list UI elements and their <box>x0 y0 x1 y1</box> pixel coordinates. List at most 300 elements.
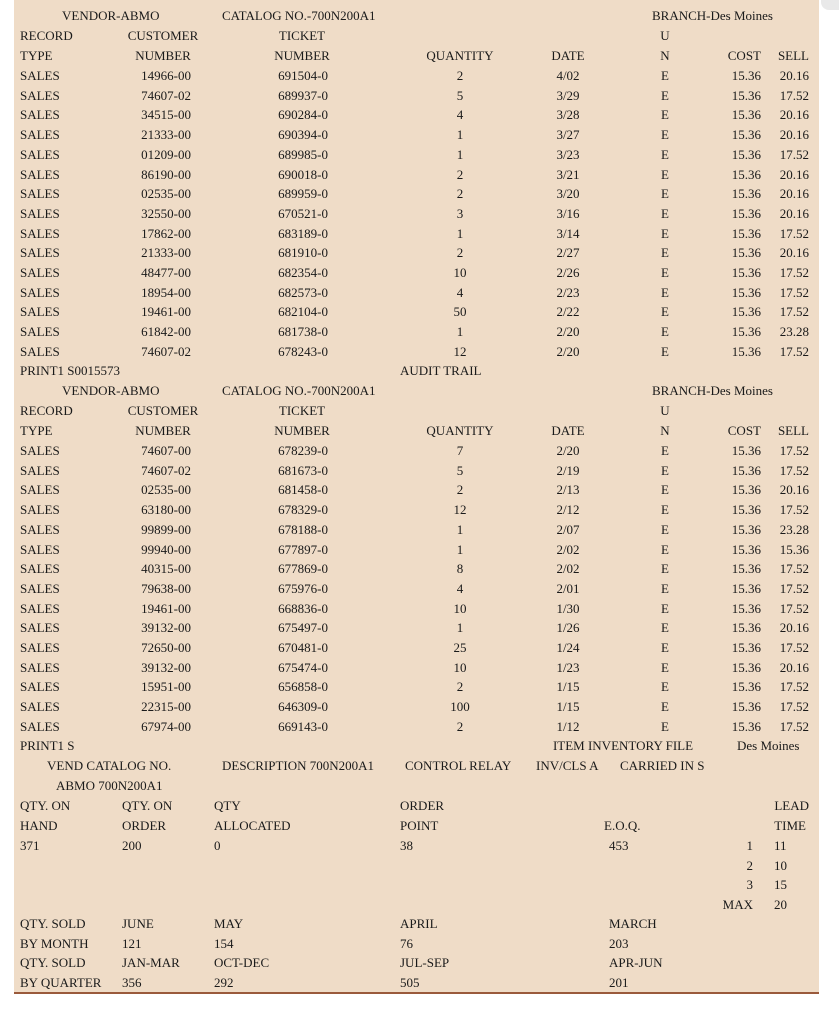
cell-record-type: SALES <box>20 127 60 143</box>
cell-customer-number: 32550-00 <box>141 205 191 221</box>
cell-customer-number: 74607-02 <box>141 462 191 478</box>
cell-unit-flag: E <box>661 521 669 537</box>
table-row <box>0 147 839 167</box>
sold-by-month-label-1: QTY. SOLD <box>20 916 86 931</box>
cell-quantity: 5 <box>456 462 464 478</box>
cell-record-type: SALES <box>20 502 60 518</box>
cell-unit-flag: E <box>661 718 669 734</box>
cell-cost: 15.36 <box>731 640 761 655</box>
cell-sell: 17.52 <box>779 87 809 103</box>
cell-ticket-number: 678329-0 <box>278 502 328 518</box>
cell-quantity: 3 <box>456 205 464 221</box>
cell-date: 3/28 <box>556 107 580 123</box>
cell-record-type: SALES <box>20 146 60 162</box>
cell-ticket-number: 690284-0 <box>278 107 328 123</box>
cell-cost: 15.36 <box>731 186 761 202</box>
cell-cost: 15.36 <box>731 659 761 675</box>
cell-quantity: 25 <box>453 640 467 655</box>
col-header-number: NUMBER <box>135 423 191 438</box>
cell-quantity: 1 <box>456 541 464 557</box>
qty-on-hand-label-1: QTY. ON <box>20 798 71 813</box>
cell-quantity: 1 <box>456 225 464 241</box>
cell-cost: 15.36 <box>731 679 761 695</box>
col-header-ticket: TICKET <box>278 403 326 418</box>
cell-sell: 17.52 <box>779 699 809 715</box>
cell-unit-flag: E <box>661 462 669 478</box>
cell-sell: 17.52 <box>779 561 809 577</box>
cell-cost: 15.36 <box>731 265 761 280</box>
cell-unit-flag: E <box>661 304 669 320</box>
cell-customer-number: 86190-00 <box>141 166 191 182</box>
qty-on-hand-value: 371 <box>20 838 40 853</box>
cell-ticket-number: 669143-0 <box>278 718 328 734</box>
cell-record-type: SALES <box>20 521 60 537</box>
cell-ticket-number: 681673-0 <box>278 462 328 478</box>
cell-quantity: 1 <box>456 324 464 340</box>
cell-record-type: SALES <box>20 679 60 695</box>
cell-unit-flag: E <box>661 146 669 162</box>
vendor-label: VENDOR-ABMO <box>62 383 160 398</box>
cell-sell: 17.52 <box>779 718 809 734</box>
table-row <box>0 68 839 88</box>
quarter-apr-jun-value: 201 <box>609 975 629 990</box>
table-row <box>0 167 839 187</box>
cell-unit-flag: E <box>661 324 669 340</box>
cell-customer-number: 21333-00 <box>141 127 191 143</box>
col-header-quantity: QUANTITY <box>426 423 494 438</box>
qty-on-order-value: 200 <box>122 838 142 853</box>
cell-quantity: 4 <box>456 284 464 300</box>
cell-quantity: 1 <box>456 146 464 162</box>
cell-ticket-number: 689959-0 <box>278 186 328 202</box>
cell-ticket-number: 690394-0 <box>278 127 328 143</box>
cell-customer-number: 02535-00 <box>141 186 191 202</box>
cell-cost: 15.36 <box>731 166 761 182</box>
cell-sell: 17.52 <box>779 304 809 320</box>
bottom-rule <box>14 992 819 994</box>
table-row <box>0 581 839 601</box>
month-april: APRIL <box>400 916 438 931</box>
cell-quantity: 2 <box>456 166 464 182</box>
vendor-label: VENDOR-ABMO <box>62 8 160 23</box>
cell-customer-number: 72650-00 <box>141 640 191 655</box>
cell-ticket-number: 682354-0 <box>278 265 328 280</box>
table-row <box>0 620 839 640</box>
cell-customer-number: 99899-00 <box>141 521 191 537</box>
cell-date: 3/14 <box>556 225 580 241</box>
cell-cost: 15.36 <box>731 443 761 458</box>
cell-sell: 17.52 <box>779 443 809 458</box>
cell-quantity: 7 <box>456 443 464 458</box>
table-row <box>0 285 839 305</box>
col-header-number: NUMBER <box>135 48 191 63</box>
lead-time-value: 15 <box>774 877 787 892</box>
cell-record-type: SALES <box>20 659 60 675</box>
quarter-apr-jun: APR-JUN <box>609 955 663 970</box>
col-header-cost: COST <box>727 48 761 63</box>
cell-sell: 17.52 <box>779 462 809 478</box>
cell-unit-flag: E <box>661 640 669 655</box>
col-header-type: TYPE <box>20 423 53 438</box>
cell-cost: 15.36 <box>731 107 761 123</box>
cell-quantity: 2 <box>456 245 464 261</box>
cell-date: 1/15 <box>556 699 580 715</box>
table-row <box>0 699 839 719</box>
cell-unit-flag: E <box>661 68 669 83</box>
cell-quantity: 2 <box>456 186 464 202</box>
cell-date: 3/21 <box>556 166 580 182</box>
cell-unit-flag: E <box>661 600 669 616</box>
sold-by-quarter-label-2: BY QUARTER <box>20 975 102 990</box>
cell-record-type: SALES <box>20 265 60 280</box>
inventory-city: Des Moines <box>737 738 800 753</box>
cell-unit-flag: E <box>661 659 669 675</box>
table-row <box>0 186 839 206</box>
col-header-date: DATE <box>551 423 585 438</box>
lead-time-value: 11 <box>774 838 787 853</box>
cell-quantity: 2 <box>456 679 464 695</box>
cell-sell: 20.16 <box>779 620 809 636</box>
cell-record-type: SALES <box>20 225 60 241</box>
qty-on-order-label-1: QTY. ON <box>122 798 173 813</box>
cell-quantity: 2 <box>456 482 464 498</box>
table-row <box>0 127 839 147</box>
cell-customer-number: 39132-00 <box>141 620 191 636</box>
cell-customer-number: 74607-00 <box>141 443 191 458</box>
qty-allocated-value: 0 <box>214 838 221 853</box>
cell-customer-number: 15951-00 <box>141 679 191 695</box>
print-id: PRINT1 S0015573 <box>20 363 121 378</box>
table-row <box>0 107 839 127</box>
table-row <box>0 463 839 483</box>
col-header-ticket: TICKET <box>278 28 326 43</box>
cell-ticket-number: 656858-0 <box>278 679 328 695</box>
lead-time-key: 3 <box>746 877 753 892</box>
cell-quantity: 2 <box>456 718 464 734</box>
lead-time-key: MAX <box>722 896 753 912</box>
eoq-value: 453 <box>609 838 629 853</box>
cell-customer-number: 61842-00 <box>141 324 191 340</box>
cell-ticket-number: 690018-0 <box>278 166 328 182</box>
catalog-label: CATALOG NO.-700N200A1 <box>222 383 376 398</box>
cell-sell: 17.52 <box>779 265 809 280</box>
col-header-u: U <box>660 403 670 418</box>
qty-on-hand-label-2: HAND <box>20 818 58 833</box>
sold-by-quarter-label-1: QTY. SOLD <box>20 955 86 970</box>
cell-unit-flag: E <box>661 87 669 103</box>
cell-unit-flag: E <box>661 205 669 221</box>
cell-ticket-number: 675497-0 <box>278 620 328 636</box>
table-row <box>0 561 839 581</box>
cell-unit-flag: E <box>661 482 669 498</box>
lead-time-value: 20 <box>774 896 787 912</box>
cell-record-type: SALES <box>20 245 60 261</box>
cell-cost: 15.36 <box>731 620 761 636</box>
lead-time-value: 10 <box>774 857 787 873</box>
cell-quantity: 1 <box>456 620 464 636</box>
cell-record-type: SALES <box>20 718 60 734</box>
cell-date: 2/22 <box>556 304 580 320</box>
cell-record-type: SALES <box>20 541 60 557</box>
cell-ticket-number: 670481-0 <box>278 640 328 655</box>
cell-record-type: SALES <box>20 620 60 636</box>
cell-sell: 17.52 <box>779 600 809 616</box>
cell-sell: 23.28 <box>779 521 809 537</box>
branch-label: BRANCH-Des Moines <box>652 8 773 23</box>
col-header-sell: SELL <box>777 48 809 63</box>
col-header-quantity: QUANTITY <box>426 48 494 63</box>
cell-record-type: SALES <box>20 561 60 577</box>
lead-time-label-1: LEAD <box>774 798 809 813</box>
cell-unit-flag: E <box>661 620 669 636</box>
cell-customer-number: 22315-00 <box>141 699 191 715</box>
catalog-label: CATALOG NO.-700N200A1 <box>222 8 376 23</box>
cell-cost: 15.36 <box>731 561 761 577</box>
cell-cost: 15.36 <box>731 600 761 616</box>
cell-customer-number: 74607-02 <box>141 343 191 359</box>
cell-sell: 17.52 <box>779 679 809 695</box>
cell-sell: 17.52 <box>779 640 809 655</box>
cell-sell: 20.16 <box>779 659 809 675</box>
order-point-label-2: POINT <box>400 818 439 833</box>
cell-quantity: 10 <box>453 265 467 280</box>
cell-customer-number: 99940-00 <box>141 541 191 557</box>
table-row <box>0 522 839 542</box>
cell-ticket-number: 646309-0 <box>278 699 328 715</box>
cell-sell: 20.16 <box>779 245 809 261</box>
cell-date: 1/15 <box>556 679 580 695</box>
cell-date: 2/02 <box>556 541 580 557</box>
cell-record-type: SALES <box>20 443 60 458</box>
col-header-cost: COST <box>727 423 761 438</box>
cell-customer-number: 63180-00 <box>141 502 191 518</box>
cell-ticket-number: 678243-0 <box>278 343 328 359</box>
cell-unit-flag: E <box>661 225 669 241</box>
cell-unit-flag: E <box>661 284 669 300</box>
cell-date: 3/20 <box>556 186 580 202</box>
cell-ticket-number: 689985-0 <box>278 146 328 162</box>
cell-date: 1/26 <box>556 620 580 636</box>
cell-record-type: SALES <box>20 600 60 616</box>
cell-quantity: 100 <box>450 699 470 715</box>
cell-record-type: SALES <box>20 482 60 498</box>
cell-quantity: 4 <box>456 580 464 596</box>
cell-customer-number: 21333-00 <box>141 245 191 261</box>
col-header-ticket-number: NUMBER <box>274 48 330 63</box>
cell-cost: 15.36 <box>731 580 761 596</box>
cell-sell: 17.52 <box>779 580 809 596</box>
cell-date: 1/23 <box>556 659 580 675</box>
print-id-2: PRINT1 S <box>20 738 75 753</box>
cell-unit-flag: E <box>661 541 669 557</box>
cell-sell: 17.52 <box>779 502 809 518</box>
cell-record-type: SALES <box>20 107 60 123</box>
cell-customer-number: 19461-00 <box>141 304 191 320</box>
cell-ticket-number: 675976-0 <box>278 580 328 596</box>
cell-customer-number: 34515-00 <box>141 107 191 123</box>
cell-cost: 15.36 <box>731 205 761 221</box>
audit-trail-label: AUDIT TRAIL <box>400 363 482 378</box>
cell-sell: 17.52 <box>779 225 809 241</box>
table-row <box>0 344 839 364</box>
month-april-value: 76 <box>400 936 413 951</box>
cell-cost: 15.36 <box>731 482 761 498</box>
cell-ticket-number: 678239-0 <box>278 443 328 458</box>
cell-record-type: SALES <box>20 343 60 359</box>
cell-unit-flag: E <box>661 502 669 518</box>
cell-record-type: SALES <box>20 284 60 300</box>
col-header-ticket-number: NUMBER <box>274 423 330 438</box>
col-header-n: N <box>660 48 670 63</box>
cell-date: 2/19 <box>556 462 580 478</box>
table-row <box>0 265 839 285</box>
cell-cost: 15.36 <box>731 68 761 83</box>
cell-quantity: 12 <box>453 502 467 518</box>
cell-quantity: 1 <box>456 127 464 143</box>
col-header-type: TYPE <box>20 48 53 63</box>
table-row <box>0 304 839 324</box>
table-row <box>0 542 839 562</box>
cell-cost: 15.36 <box>731 718 761 734</box>
table-row <box>0 502 839 522</box>
cell-record-type: SALES <box>20 166 60 182</box>
month-june-value: 121 <box>122 936 142 951</box>
cell-cost: 15.36 <box>731 462 761 478</box>
cell-record-type: SALES <box>20 304 60 320</box>
cell-cost: 15.36 <box>731 87 761 103</box>
cell-date: 1/24 <box>556 640 580 655</box>
cell-customer-number: 67974-00 <box>141 718 191 734</box>
quarter-jan-mar-value: 356 <box>122 975 142 990</box>
scroll-corner <box>821 0 839 10</box>
vend-catalog-label: VEND CATALOG NO. <box>47 758 172 773</box>
cell-record-type: SALES <box>20 68 60 83</box>
table-row <box>0 601 839 621</box>
cell-cost: 15.36 <box>731 146 761 162</box>
col-header-date: DATE <box>551 48 585 63</box>
col-header-n: N <box>660 423 670 438</box>
cell-date: 2/20 <box>556 343 580 359</box>
branch-label: BRANCH-Des Moines <box>652 383 773 398</box>
cell-date: 3/23 <box>556 146 580 162</box>
quarter-jan-mar: JAN-MAR <box>122 955 180 970</box>
qty-allocated-label-2: ALLOCATED <box>214 818 291 833</box>
cell-sell: 20.16 <box>779 166 809 182</box>
carried-in-label: CARRIED IN S <box>620 758 705 773</box>
table-row <box>0 443 839 463</box>
cell-cost: 15.36 <box>731 304 761 320</box>
cell-unit-flag: E <box>661 679 669 695</box>
cell-quantity: 1 <box>456 521 464 537</box>
cell-sell: 23.28 <box>779 324 809 340</box>
cell-ticket-number: 668836-0 <box>278 600 328 616</box>
cell-sell: 20.16 <box>779 68 809 83</box>
cell-cost: 15.36 <box>731 284 761 300</box>
description-label: DESCRIPTION 700N200A1 <box>222 758 375 773</box>
cell-ticket-number: 681738-0 <box>278 324 328 340</box>
cell-cost: 15.36 <box>731 521 761 537</box>
cell-quantity: 8 <box>456 561 464 577</box>
cell-date: 2/13 <box>556 482 580 498</box>
order-point-value: 38 <box>400 838 413 853</box>
cell-quantity: 4 <box>456 107 464 123</box>
month-june: JUNE <box>122 916 154 931</box>
cell-quantity: 10 <box>453 600 467 616</box>
cell-sell: 17.52 <box>779 146 809 162</box>
table-row <box>0 719 839 739</box>
cell-quantity: 5 <box>456 87 464 103</box>
cell-customer-number: 02535-00 <box>141 482 191 498</box>
cell-sell: 20.16 <box>779 205 809 221</box>
cell-date: 3/29 <box>556 87 580 103</box>
col-header-customer: CUSTOMER <box>127 28 199 43</box>
col-header-customer: CUSTOMER <box>127 403 199 418</box>
sold-by-month-label-2: BY MONTH <box>20 936 89 951</box>
month-may-value: 154 <box>214 936 234 951</box>
cell-date: 2/20 <box>556 324 580 340</box>
cell-cost: 15.36 <box>731 541 761 557</box>
table-row <box>0 226 839 246</box>
cell-sell: 17.52 <box>779 343 809 359</box>
qty-on-order-label-2: ORDER <box>122 818 167 833</box>
cell-cost: 15.36 <box>731 225 761 241</box>
cell-sell: 17.52 <box>779 284 809 300</box>
cell-cost: 15.36 <box>731 502 761 518</box>
cell-unit-flag: E <box>661 265 669 280</box>
qty-allocated-label-1: QTY <box>214 798 241 813</box>
cell-date: 2/07 <box>556 521 580 537</box>
cell-ticket-number: 677869-0 <box>278 561 328 577</box>
control-relay-label: CONTROL RELAY <box>405 758 512 773</box>
quarter-oct-dec-value: 292 <box>214 975 234 990</box>
cell-record-type: SALES <box>20 699 60 715</box>
cell-record-type: SALES <box>20 462 60 478</box>
eoq-label: E.O.Q. <box>604 818 641 833</box>
table-row <box>0 206 839 226</box>
quarter-oct-dec: OCT-DEC <box>214 955 270 970</box>
cell-customer-number: 79638-00 <box>141 580 191 596</box>
cell-unit-flag: E <box>661 186 669 202</box>
cell-sell: 20.16 <box>779 127 809 143</box>
cell-cost: 15.36 <box>731 324 761 340</box>
lead-time-key: 2 <box>746 857 753 873</box>
cell-customer-number: 74607-02 <box>141 87 191 103</box>
cell-record-type: SALES <box>20 87 60 103</box>
cell-customer-number: 39132-00 <box>141 659 191 675</box>
order-point-label-1: ORDER <box>400 798 445 813</box>
cell-ticket-number: 691504-0 <box>278 68 328 83</box>
cell-ticket-number: 670521-0 <box>278 205 328 221</box>
cell-date: 1/30 <box>556 600 580 616</box>
cell-unit-flag: E <box>661 107 669 123</box>
table-row <box>0 660 839 680</box>
month-march-value: 203 <box>609 936 629 951</box>
cell-record-type: SALES <box>20 205 60 221</box>
cell-date: 2/01 <box>556 580 580 596</box>
cell-date: 1/12 <box>556 718 580 734</box>
cell-date: 4/02 <box>556 68 580 83</box>
cell-date: 3/27 <box>556 127 580 143</box>
table-row <box>0 324 839 344</box>
cell-customer-number: 01209-00 <box>141 146 191 162</box>
cell-unit-flag: E <box>661 580 669 596</box>
cell-ticket-number: 682573-0 <box>278 284 328 300</box>
cell-unit-flag: E <box>661 343 669 359</box>
month-march: MARCH <box>609 916 657 931</box>
cell-unit-flag: E <box>661 699 669 715</box>
cell-unit-flag: E <box>661 443 669 458</box>
inv-cls-label: INV/CLS A <box>536 758 599 773</box>
